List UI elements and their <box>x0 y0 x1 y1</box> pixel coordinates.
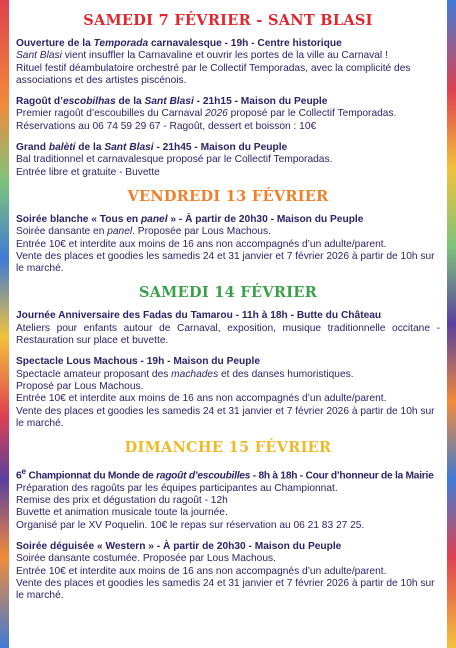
event-description: Ateliers pour enfants autour de Carnaval, exposition, musique traditionnelle occitane - Restauration sur place et buvette. <box>16 322 440 347</box>
day-heading-samedi-7: SAMEDI 7 FÉVRIER - SANT BLASI <box>83 12 373 29</box>
event-title: Soirée blanche « Tous en panel » - À partir de 20h30 - Maison du Peuple <box>16 213 364 225</box>
event-title: Ouverture de la Temporada carnavalesque - 19h - Centre historique <box>16 38 342 49</box>
event-schedule: Remise des prix et dégustation du ragoût - 12h <box>16 495 228 507</box>
event-entry-info: Entrée 10€ et interdite aux moins de 16 ans non accompagnés d’un adulte/parent. <box>16 393 387 405</box>
day-heading-samedi-14: SAMEDI 14 FÉVRIER <box>138 284 318 302</box>
event-ouverture-temporada <box>16 38 440 87</box>
event-description: Préparation des ragoûts par les équipes participantes au Championnat. <box>16 482 338 494</box>
event-soiree-western <box>16 541 440 602</box>
event-description: Soirée dansante costumée. Proposée par Lous Machous. <box>16 553 276 565</box>
event-entry-info: Entrée 10€ et interdite aux moins de 16 ans non accompagnés d’un adulte/parent. <box>16 238 387 250</box>
event-ticket-info: Vente des places et goodies les samedis 24 et 31 janvier et 7 février 2026 à partir de 10h sur le marché. <box>16 577 435 602</box>
event-spectacle-lous-machous <box>16 356 440 430</box>
event-title: Journée Anniversaire des Fadas du Tamarou - 11h à 18h - Butte du Château <box>16 310 382 322</box>
event-description: Soirée dansante en panel. Proposée par Lous Machous. <box>16 226 271 238</box>
event-championnat-du-monde <box>16 465 440 532</box>
event-description: Premier ragoût d’escoubilles du Carnaval 2026 proposé par le Collectif Temporadas. <box>16 108 397 120</box>
decorative-border-left <box>0 0 9 648</box>
event-ticket-info: Vente des places et goodies les samedis 24 et 31 janvier et 7 février 2026 à partir de 10h sur le marché. <box>16 405 435 429</box>
event-description: Rituel festif déambulatoire orchestré par le Collectif Temporadas, avec la complicité des associations et des artistes piscénois. <box>16 62 411 86</box>
day-heading-vendredi-13: VENDREDI 13 FÉVRIER <box>127 187 329 205</box>
event-title: 6e Championnat du Monde de ragoût d’escoubilles - 8h à 18h - Cour d’honneur de la Mairie <box>16 466 434 482</box>
event-organizer: Proposé par Lous Machous. <box>16 380 144 392</box>
event-ticket-info: Vente des places et goodies les samedis 24 et 31 janvier et 7 février 2026 à partir de 10h sur le marché. <box>16 250 435 275</box>
event-reservation-info: Réservations au 06 74 59 29 67 - Ragoût, dessert et boisson : 10€ <box>16 120 317 132</box>
event-description: Spectacle amateur proposant des machades et des danses humoristiques. <box>16 368 354 380</box>
event-program <box>16 6 440 611</box>
event-soiree-blanche <box>16 214 440 275</box>
event-entry-info: Entrée 10€ et interdite aux moins de 16 ans non accompagnés d’un adulte/parent. <box>16 565 387 577</box>
day-heading-dimanche-15: DIMANCHE 15 FÉVRIER <box>124 439 332 457</box>
event-title: Ragoût d’escobilhas de la Sant Blasi - 21h15 - Maison du Peuple <box>16 96 328 108</box>
event-description: Sant Blasi vient insuffler la Carnavaline et ouvrir les portes de la ville au Carnaval ! <box>16 50 388 62</box>
event-journee-anniversaire <box>16 310 440 347</box>
event-title: Soirée déguisée « Western » - À partir de 20h30 - Maison du Peuple <box>16 541 342 552</box>
event-grand-baleti <box>16 142 440 179</box>
event-title: Spectacle Lous Machous - 19h - Maison du Peuple <box>16 356 260 368</box>
event-ragout-escobilhas <box>16 96 440 133</box>
event-title: Grand balèti de la Sant Blasi - 21h45 - Maison du Peuple <box>16 142 288 154</box>
event-entry-info: Entrée libre et gratuite - Buvette <box>16 166 160 178</box>
event-description: Bal traditionnel et carnavalesque proposé par le Collectif Temporadas. <box>16 154 333 166</box>
event-description: Buvette et animation musicale toute la journée. <box>16 507 228 519</box>
decorative-border-right <box>447 0 456 648</box>
event-reservation-info: Organisé par le XV Poquelin. 10€ le repas sur réservation au 06 21 83 27 25. <box>16 519 365 531</box>
